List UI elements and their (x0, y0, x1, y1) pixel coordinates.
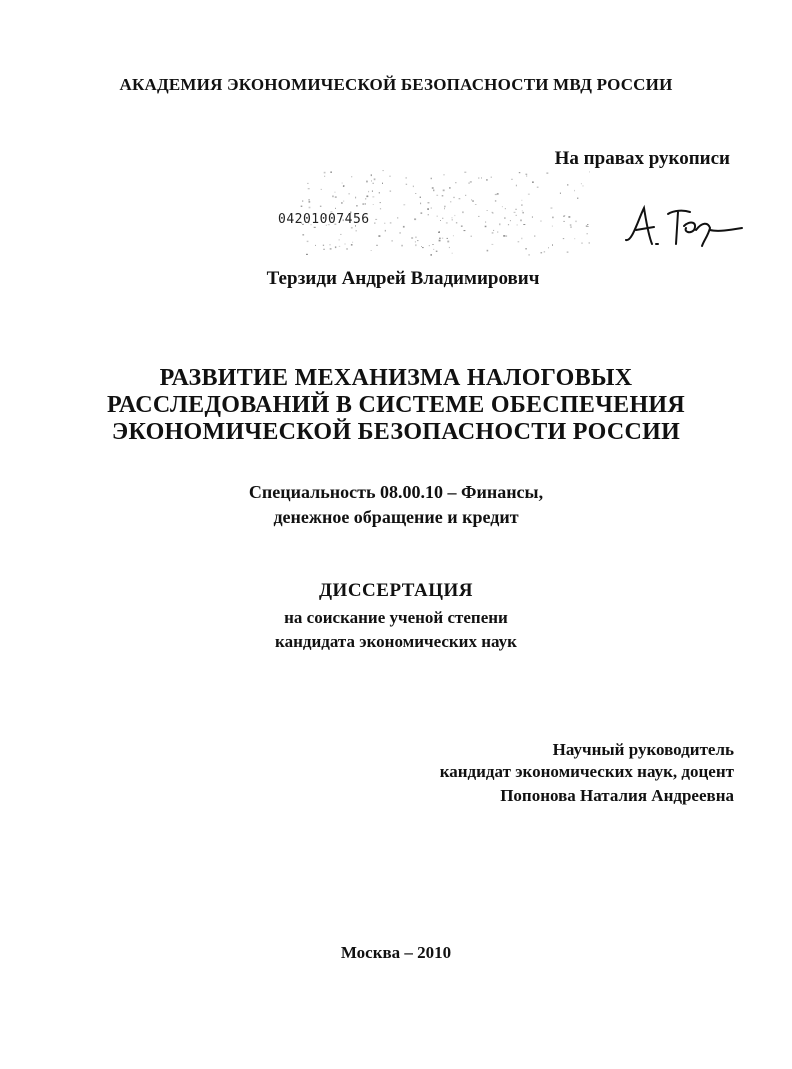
city-year: Москва – 2010 (340, 943, 452, 962)
stamp-speckle-texture (300, 160, 590, 260)
manuscript-rights-note: На правах рукописи (554, 148, 730, 169)
handwritten-signature (618, 200, 748, 265)
thesis-title-line-2: РАССЛЕДОВАНИЙ В СИСТЕМЕ ОБЕСПЕЧЕНИЯ (106, 392, 686, 418)
author-name: Терзиди Андрей Владимирович (266, 268, 540, 289)
degree-purpose-line-1: на соискание ученой степени (284, 608, 508, 627)
thesis-title-line-1: РАЗВИТИЕ МЕХАНИЗМА НАЛОГОВЫХ (159, 365, 633, 391)
academy-name: АКАДЕМИЯ ЭКОНОМИЧЕСКОЙ БЕЗОПАСНОСТИ МВД РОССИИ (119, 75, 673, 94)
dissertation-label: ДИССЕРТАЦИЯ (318, 580, 474, 601)
supervisor-degree: кандидат экономических наук, доцент (439, 762, 734, 781)
degree-purpose-line-2: кандидата экономических наук (275, 632, 517, 651)
archive-number: 04201007456 (278, 212, 370, 227)
supervisor-label: Научный руководитель (552, 740, 734, 759)
thesis-title-line-3: ЭКОНОМИЧЕСКОЙ БЕЗОПАСНОСТИ РОССИИ (111, 419, 681, 445)
supervisor-name: Попонова Наталия Андреевна (500, 786, 734, 805)
specialty-line-1: Специальность 08.00.10 – Финансы, (248, 482, 544, 502)
specialty-line-2: денежное обращение и кредит (273, 507, 519, 527)
